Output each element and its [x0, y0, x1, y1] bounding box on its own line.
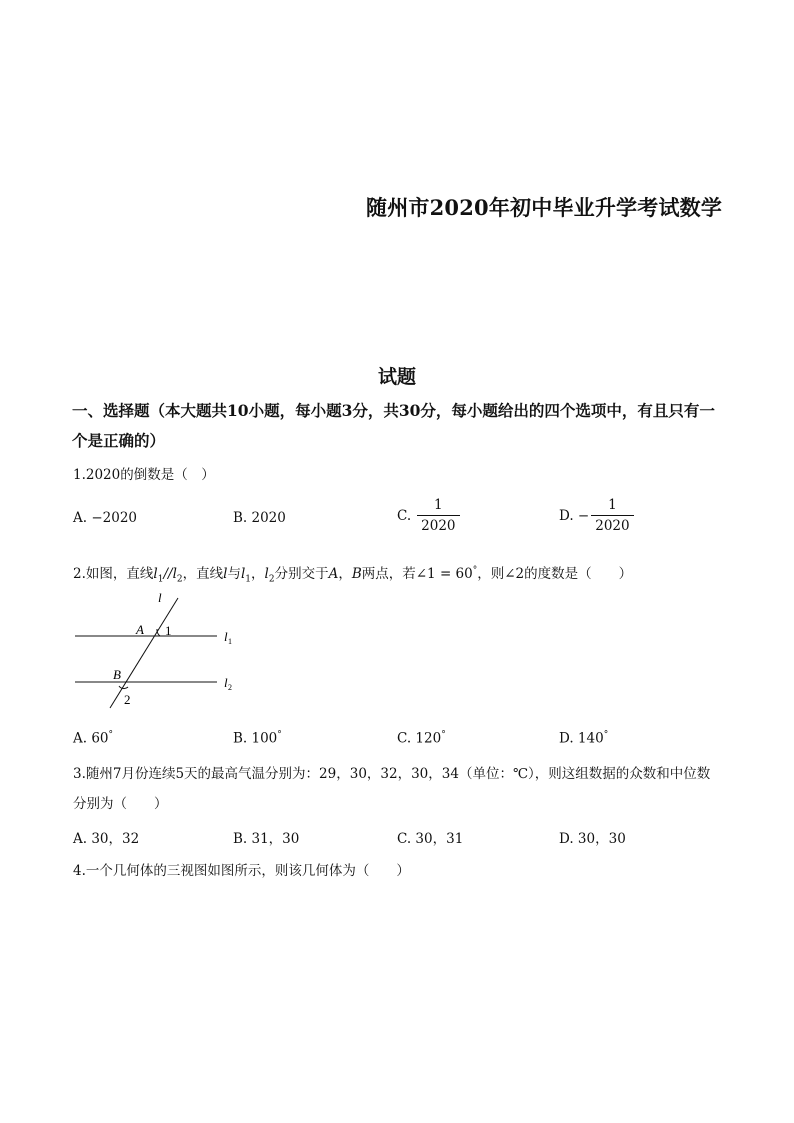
var-l: l — [153, 566, 158, 582]
question-3-option-d: D. 30，30 — [559, 831, 626, 847]
option-text: C. 120 — [397, 730, 442, 747]
fraction-denominator: 2020 — [417, 515, 459, 534]
degree-symbol: ° — [277, 730, 282, 740]
stem-text: 两点，若∠1 = 60 — [361, 566, 473, 582]
degree-symbol: ° — [603, 730, 609, 740]
label-l2: l — [224, 675, 228, 690]
stem-text: ，直线 — [182, 566, 224, 582]
label-b: B — [113, 667, 121, 682]
question-3-option-c: C. 30，31 — [397, 831, 464, 847]
transversal-l — [110, 598, 178, 708]
label-l1: l — [224, 629, 228, 644]
option-text: A. 60 — [73, 730, 109, 747]
question-2-option-b — [233, 730, 282, 747]
question-4-stem: 4.一个几何体的三视图如图所示，则该几何体为（ ） — [73, 863, 410, 879]
document-title: 随州市2020年初中毕业升学考试数学 — [366, 195, 723, 220]
question-3-stem: 3.随州7月份连续5天的最高气温分别为：29，30，32，30，34（单位：℃），则这组数据的众数和中位数分别为（ ） — [73, 766, 711, 812]
degree-symbol: ° — [441, 730, 446, 740]
label-2: 2 — [124, 692, 131, 707]
var-b: B — [351, 566, 362, 582]
label-a: A — [136, 622, 144, 637]
label-l2-subscript: 2 — [228, 683, 232, 692]
var-l: l — [264, 566, 269, 582]
fraction-numerator: 1 — [434, 497, 443, 513]
var-l: l — [172, 566, 177, 582]
option-text: D. 140 — [559, 730, 604, 747]
question-1-option-c — [397, 497, 460, 534]
fraction-denominator: 2020 — [591, 515, 633, 534]
option-d-fraction — [591, 497, 633, 534]
label-l1-subscript: 1 — [228, 637, 232, 646]
subscript: 1 — [157, 574, 164, 585]
question-1-option-d — [559, 497, 634, 534]
parallel-symbol: // — [163, 566, 173, 582]
label-1: 1 — [165, 623, 172, 638]
section-heading: 一、选择题（本大题共10小题，每小题3分，共30分，每小题给出的四个选项中，有且只有一个是正确的） — [72, 401, 715, 450]
option-c-label: C. — [397, 507, 412, 524]
stem-text: 2.如图，直线 — [73, 566, 154, 582]
fraction-numerator: 1 — [608, 497, 617, 513]
stem-text: ， — [251, 566, 265, 582]
question-1-option-b: B. 2020 — [233, 510, 286, 526]
subscript: 2 — [268, 574, 275, 585]
question-2-option-c — [397, 730, 446, 747]
stem-text: ，则∠2的度数是（ ） — [477, 566, 633, 582]
var-a: A — [328, 566, 339, 582]
stem-text: 分别交于 — [274, 566, 329, 582]
degree-symbol: ° — [472, 565, 478, 576]
question-2-stem — [73, 562, 632, 585]
question-3-option-a: A. 30，32 — [73, 831, 140, 847]
label-l: l — [158, 592, 162, 605]
question-1-stem: 1.2020的倒数是（ ） — [73, 467, 215, 483]
var-l: l — [240, 566, 246, 582]
option-c-fraction — [417, 497, 459, 534]
stem-text: ， — [338, 566, 352, 582]
option-d-label: D. − — [559, 507, 590, 524]
option-text: B. 100 — [233, 730, 278, 747]
degree-symbol: ° — [108, 730, 114, 740]
question-1-option-a: A. −2020 — [73, 510, 137, 526]
stem-text: 与 — [227, 566, 241, 582]
document-subtitle: 试题 — [377, 366, 416, 388]
var-l: l — [223, 566, 228, 582]
question-2-option-d — [559, 730, 608, 747]
question-2-option-a — [73, 730, 113, 747]
subscript: 1 — [245, 574, 252, 585]
subscript: 2 — [176, 574, 183, 585]
question-2-figure — [70, 592, 245, 712]
question-3-option-b: B. 31，30 — [233, 831, 300, 847]
